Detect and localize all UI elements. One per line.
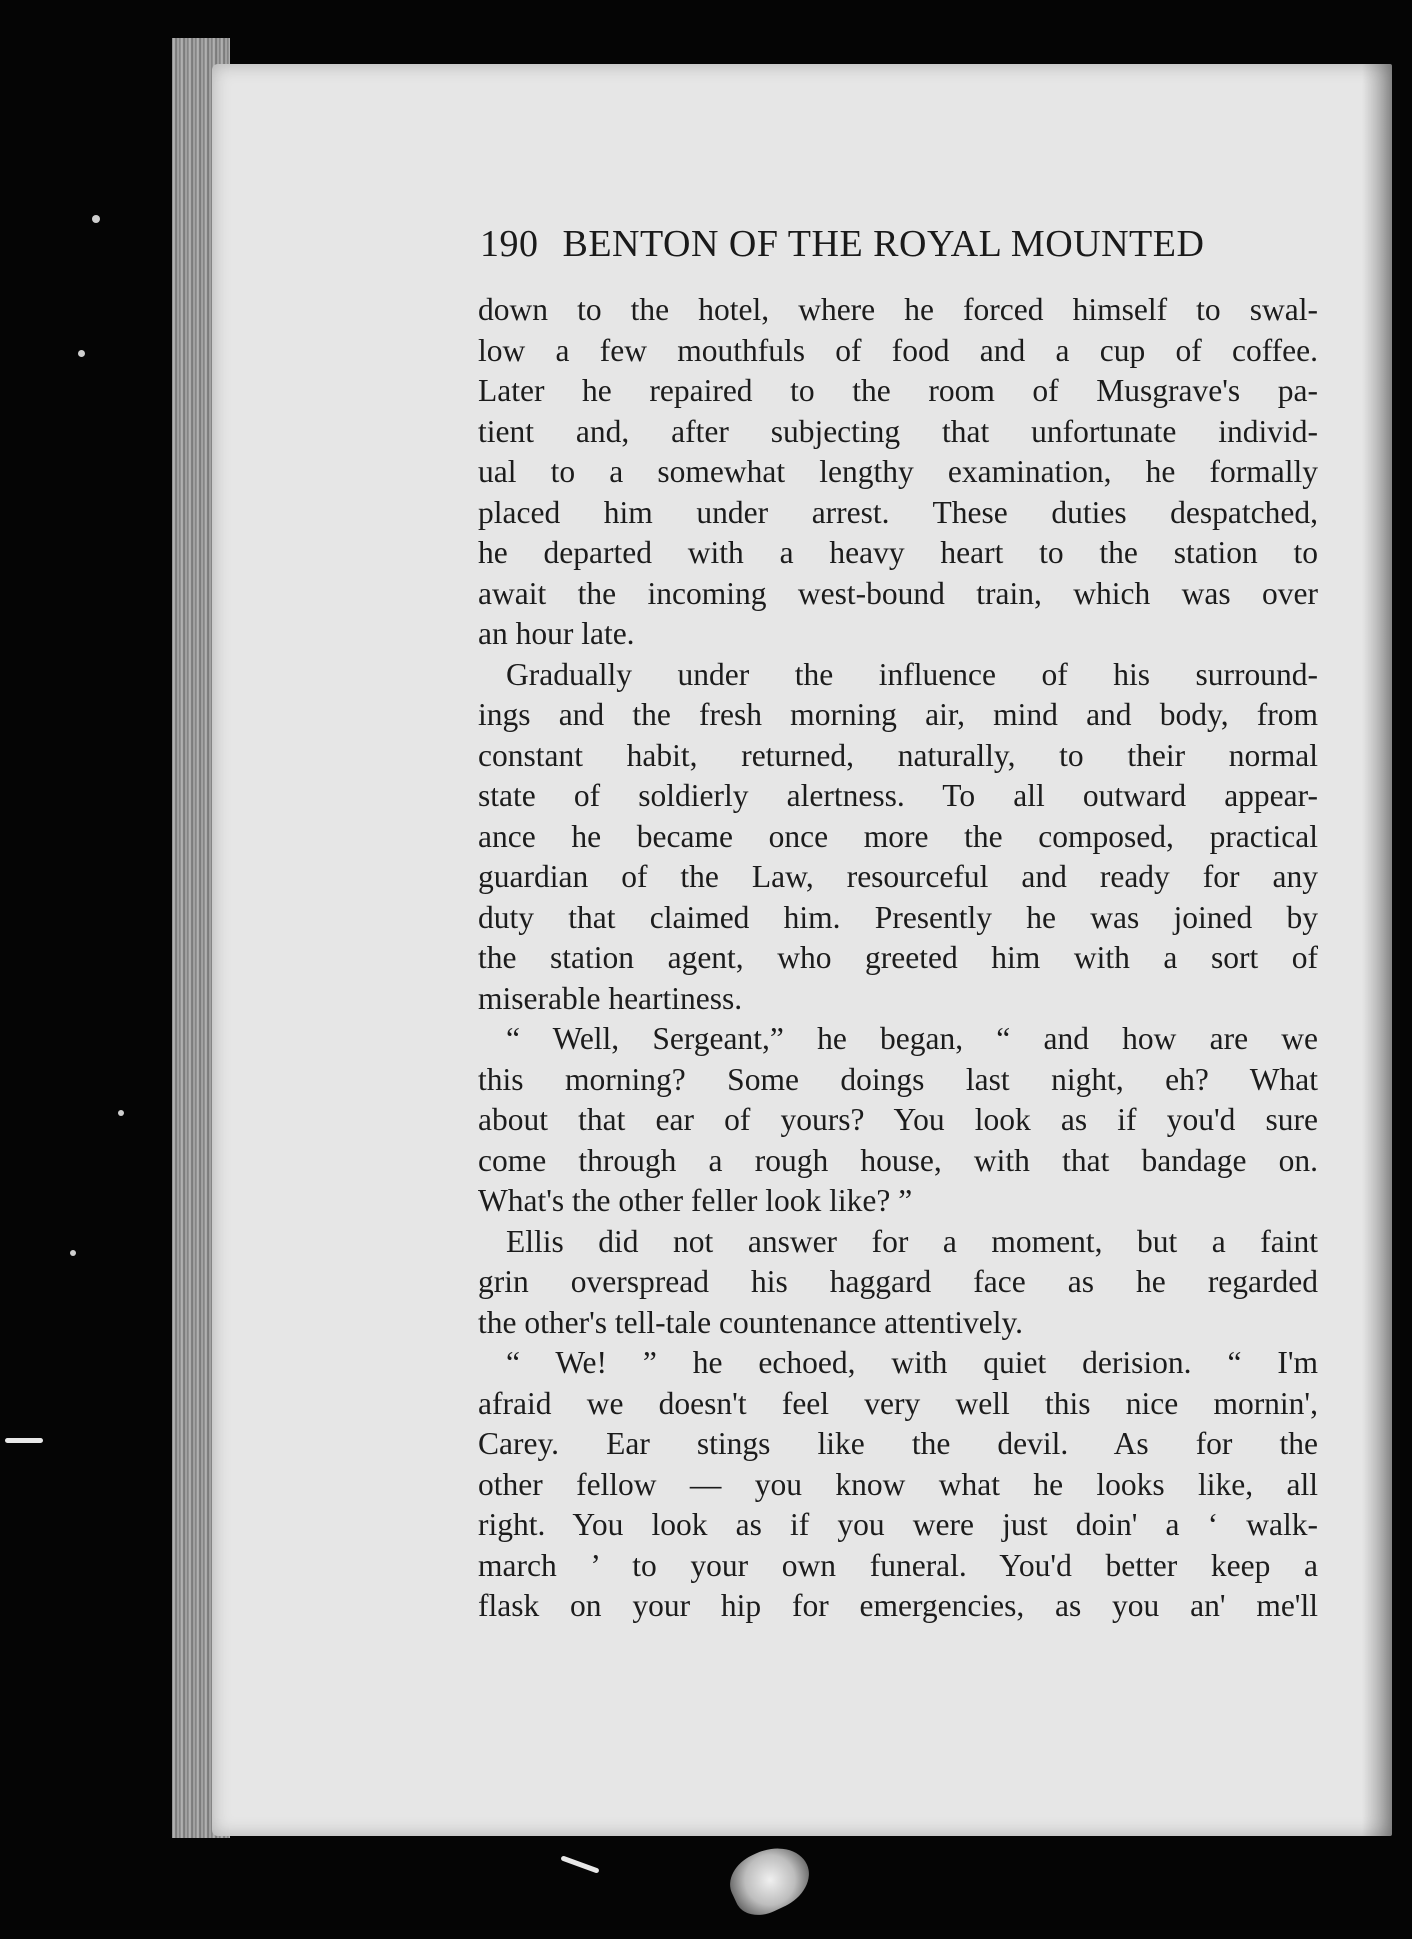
scan-artifact xyxy=(5,1438,43,1443)
text-line: right. You look as if you were just doin' a ‘ walk- xyxy=(478,1507,1318,1542)
text-line: Carey. Ear stings like the devil. As for the xyxy=(478,1426,1318,1461)
dust-speck xyxy=(78,350,85,357)
dust-speck xyxy=(118,1110,124,1116)
text-line: this morning? Some doings last night, eh? What xyxy=(478,1061,1318,1097)
text-line: tient and, after subjecting that unfortunate individ- xyxy=(478,413,1318,449)
text-line: state of soldierly alertness. To all outward appear- xyxy=(478,778,1318,813)
text-line: an hour late. xyxy=(478,616,635,651)
page-gutter-shadow xyxy=(1362,64,1392,1836)
text-line: “ Well, Sergeant,” he began, “ and how are we xyxy=(506,1021,1318,1056)
dust-speck xyxy=(92,215,100,223)
running-header xyxy=(480,222,1320,266)
text-line: What's the other feller look like? ” xyxy=(478,1183,913,1218)
text-line: miserable heartiness. xyxy=(478,980,743,1016)
text-line: guardian of the Law, resourceful and ready for any xyxy=(478,859,1318,894)
text-line: march ’ to your own funeral. You'd better keep a xyxy=(478,1547,1318,1583)
text-line: ual to a somewhat lengthy examination, he formally xyxy=(478,454,1318,489)
text-line: Later he repaired to the room of Musgrave's pa- xyxy=(478,373,1318,408)
text-line: the other's tell-tale countenance attentively. xyxy=(478,1304,1024,1340)
text-line: grin overspread his haggard face as he regarded xyxy=(478,1264,1318,1299)
text-line: about that ear of yours? You look as if you'd sure xyxy=(478,1102,1318,1137)
text-line: placed him under arrest. These duties despatched, xyxy=(478,494,1318,530)
text-line: flask on your hip for emergencies, as you an' me'll xyxy=(478,1588,1318,1623)
text-line: constant habit, returned, naturally, to their normal xyxy=(478,737,1318,773)
dust-speck xyxy=(70,1250,76,1256)
text-line: come through a rough house, with that bandage on. xyxy=(478,1142,1318,1178)
text-line: he departed with a heavy heart to the station to xyxy=(478,535,1318,570)
text-line: low a few mouthfuls of food and a cup of coffee. xyxy=(478,332,1318,368)
text-line: Ellis did not answer for a moment, but a faint xyxy=(506,1223,1318,1259)
running-title: BENTON OF THE ROYAL MOUNTED xyxy=(562,223,1205,265)
text-line: down to the hotel, where he forced himself to swal- xyxy=(478,292,1318,327)
text-line: Gradually under the influence of his surround- xyxy=(506,656,1318,692)
text-line: the station agent, who greeted him with a sort of xyxy=(478,940,1318,975)
text-line: other fellow — you know what he looks like, all xyxy=(478,1466,1318,1502)
page-number: 190 xyxy=(480,223,539,265)
text-line: “ We! ” he echoed, with quiet derision. “ I'm xyxy=(506,1345,1318,1380)
text-line: ings and the fresh morning air, mind and body, from xyxy=(478,697,1318,732)
scan-blot xyxy=(721,1836,819,1924)
text-line: ance he became once more the composed, practical xyxy=(478,818,1318,854)
text-line: afraid we doesn't feel very well this nice mornin', xyxy=(478,1385,1318,1421)
text-line: duty that claimed him. Presently he was joined by xyxy=(478,899,1318,935)
text-line: await the incoming west-bound train, which was over xyxy=(478,575,1318,611)
body-text xyxy=(478,290,1318,1627)
scan-artifact xyxy=(560,1855,599,1873)
